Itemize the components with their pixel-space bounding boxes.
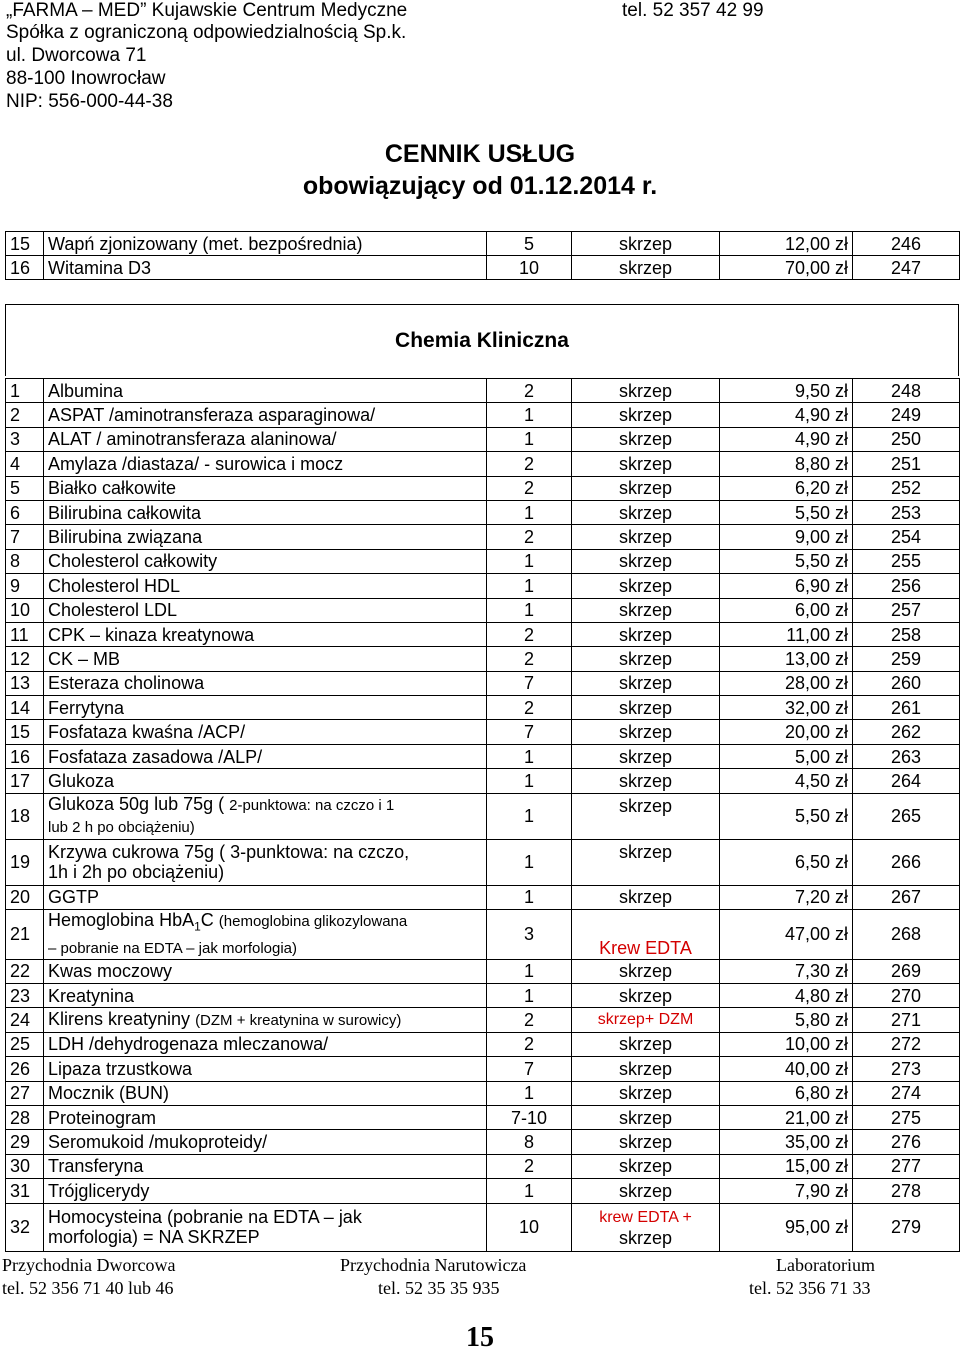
sample-material: Krew EDTA: [572, 910, 720, 960]
sample-material: skrzep: [572, 647, 720, 671]
service-code: 277: [853, 1154, 960, 1178]
table-row: [6, 910, 960, 960]
turnaround-days: 1: [487, 500, 572, 524]
turnaround-days: 1: [487, 793, 572, 839]
row-number: 13: [6, 671, 44, 695]
sample-material: skrzep: [572, 232, 720, 256]
turnaround-days: 7: [487, 1057, 572, 1081]
price: 35,00 zł: [720, 1130, 853, 1154]
price: 5,80 zł: [720, 1008, 853, 1032]
price: 95,00 zł: [720, 1203, 853, 1251]
turnaround-days: 1: [487, 403, 572, 427]
service-code: 255: [853, 549, 960, 573]
row-number: 32: [6, 1203, 44, 1251]
row-number: 15: [6, 720, 44, 744]
test-name: Kwas moczowy: [44, 959, 487, 983]
row-number: 16: [6, 744, 44, 768]
price: 5,50 zł: [720, 549, 853, 573]
table-row: [6, 1105, 960, 1129]
sample-material: skrzep: [572, 959, 720, 983]
service-code: 265: [853, 793, 960, 839]
test-name: Seromukoid /mukoproteidy/: [44, 1130, 487, 1154]
company-legal-form: Spółka z ograniczoną odpowiedzialnością Sp.k.: [6, 22, 407, 43]
test-name: Bilirubina związana: [44, 525, 487, 549]
footer-lab-name: Laboratorium: [776, 1255, 875, 1275]
table-row: [6, 769, 960, 793]
sample-material: skrzep: [572, 984, 720, 1008]
sample-material: skrzep: [572, 476, 720, 500]
test-name: CPK – kinaza kreatynowa: [44, 622, 487, 646]
test-name-part: 1h i 2h po obciążeniu): [48, 862, 225, 883]
service-code: 252: [853, 476, 960, 500]
table-row: [6, 696, 960, 720]
turnaround-days: 1: [487, 1179, 572, 1203]
test-name: Glukoza: [44, 769, 487, 793]
turnaround-days: 1: [487, 549, 572, 573]
sample-material: skrzep: [572, 525, 720, 549]
turnaround-days: 2: [487, 696, 572, 720]
service-code: 268: [853, 910, 960, 960]
price: 6,20 zł: [720, 476, 853, 500]
turnaround-days: 1: [487, 839, 572, 885]
test-name: [44, 1203, 487, 1251]
test-name-part: morfologia) = NA SKRZEP: [48, 1227, 260, 1248]
table-row: [6, 379, 960, 403]
price: 28,00 zł: [720, 671, 853, 695]
price: 32,00 zł: [720, 696, 853, 720]
row-number: 8: [6, 549, 44, 573]
test-name-note: – pobranie na EDTA – jak morfologia): [48, 939, 298, 957]
table-row: [6, 671, 960, 695]
table-row: [6, 959, 960, 983]
price: 47,00 zł: [720, 910, 853, 960]
turnaround-days: 3: [487, 910, 572, 960]
price: 4,50 zł: [720, 769, 853, 793]
turnaround-days: 1: [487, 427, 572, 451]
table-row: [6, 500, 960, 524]
service-code: 248: [853, 379, 960, 403]
table-row: [6, 598, 960, 622]
row-number: 30: [6, 1154, 44, 1178]
sample-material: skrzep: [572, 622, 720, 646]
row-number: 18: [6, 793, 44, 839]
sample-material: skrzep: [572, 427, 720, 451]
sample-material: skrzep: [572, 696, 720, 720]
row-number: 7: [6, 525, 44, 549]
sample-material: skrzep: [572, 598, 720, 622]
turnaround-days: 2: [487, 452, 572, 476]
price: 7,30 zł: [720, 959, 853, 983]
test-name: Amylaza /diastaza/ - surowica i mocz: [44, 452, 487, 476]
test-name: Cholesterol HDL: [44, 574, 487, 598]
price: 7,90 zł: [720, 1179, 853, 1203]
turnaround-days: 2: [487, 379, 572, 403]
price: 5,50 zł: [720, 793, 853, 839]
test-name: Witamina D3: [44, 256, 487, 280]
test-name-part: C: [200, 910, 219, 931]
sample-material: skrzep: [572, 452, 720, 476]
service-code: 250: [853, 427, 960, 451]
section-header: [5, 304, 959, 376]
row-number: 22: [6, 959, 44, 983]
row-number: 19: [6, 839, 44, 885]
service-code: 267: [853, 885, 960, 909]
row-number: 15: [6, 232, 44, 256]
row-number: 17: [6, 769, 44, 793]
sample-material: skrzep: [572, 885, 720, 909]
price: 6,00 zł: [720, 598, 853, 622]
turnaround-days: 1: [487, 959, 572, 983]
service-code: 259: [853, 647, 960, 671]
sample-material-part: skrzep: [618, 1228, 672, 1249]
row-number: 3: [6, 427, 44, 451]
table-row: [6, 647, 960, 671]
price: 10,00 zł: [720, 1032, 853, 1056]
service-code: 279: [853, 1203, 960, 1251]
test-name: Wapń zjonizowany (met. bezpośrednia): [44, 232, 487, 256]
company-street: ul. Dworcowa 71: [6, 45, 147, 66]
sample-material: skrzep: [572, 671, 720, 695]
turnaround-days: 2: [487, 1032, 572, 1056]
test-name-note: (hemoglobina glikozylowana: [218, 913, 408, 931]
table-row: [6, 885, 960, 909]
turnaround-days: 2: [487, 647, 572, 671]
table-row: [6, 427, 960, 451]
table-row: [6, 232, 960, 256]
company-city: 88-100 Inowrocław: [6, 68, 166, 89]
turnaround-days: 1: [487, 574, 572, 598]
sample-material: skrzep: [572, 839, 720, 885]
turnaround-days: 8: [487, 1130, 572, 1154]
table-row: [6, 839, 960, 885]
row-number: 11: [6, 622, 44, 646]
turnaround-days: 10: [487, 1203, 572, 1251]
row-number: 24: [6, 1008, 44, 1032]
turnaround-days: 1: [487, 598, 572, 622]
price: 21,00 zł: [720, 1105, 853, 1129]
table-row: [6, 984, 960, 1008]
sample-material: skrzep: [572, 379, 720, 403]
row-number: 6: [6, 500, 44, 524]
sample-material: skrzep: [572, 720, 720, 744]
row-number: 9: [6, 574, 44, 598]
page-number: 15: [466, 1322, 494, 1353]
sample-material: skrzep: [572, 1057, 720, 1081]
chemistry-price-table: [5, 378, 960, 1252]
test-name: Cholesterol LDL: [44, 598, 487, 622]
service-code: 276: [853, 1130, 960, 1154]
table-row: [6, 1154, 960, 1178]
test-name: Transferyna: [44, 1154, 487, 1178]
test-name-part: Glukoza 50g lub 75g (: [48, 794, 230, 815]
turnaround-days: 7: [487, 671, 572, 695]
test-name: CK – MB: [44, 647, 487, 671]
test-name: Proteinogram: [44, 1105, 487, 1129]
service-code: 257: [853, 598, 960, 622]
sample-material: [572, 1203, 720, 1251]
company-nip: NIP: 556-000-44-38: [6, 91, 173, 112]
footer-clinic-1-phone: tel. 52 356 71 40 lub 46: [2, 1278, 174, 1298]
test-name: Fosfataza zasadowa /ALP/: [44, 744, 487, 768]
row-number: 25: [6, 1032, 44, 1056]
service-code: 263: [853, 744, 960, 768]
test-name: Cholesterol całkowity: [44, 549, 487, 573]
service-code: 278: [853, 1179, 960, 1203]
service-code: 258: [853, 622, 960, 646]
company-name: „FARMA – MED” Kujawskie Centrum Medyczne: [6, 0, 408, 21]
company-phone: tel. 52 357 42 99: [622, 0, 764, 21]
test-name: GGTP: [44, 885, 487, 909]
price: 4,90 zł: [720, 403, 853, 427]
footer-clinic-2-name: Przychodnia Narutowicza: [340, 1255, 527, 1275]
sample-material: skrzep: [572, 403, 720, 427]
table-row: [6, 403, 960, 427]
test-name-part: Krzywa cukrowa 75g ( 3-punktowa: na czczo,: [48, 842, 410, 863]
service-code: 262: [853, 720, 960, 744]
service-code: 273: [853, 1057, 960, 1081]
test-name: [44, 839, 487, 885]
service-code: 274: [853, 1081, 960, 1105]
row-number: 4: [6, 452, 44, 476]
test-name: Trójglicerydy: [44, 1179, 487, 1203]
price: 70,00 zł: [720, 256, 853, 280]
sample-material: skrzep: [572, 256, 720, 280]
service-code: 260: [853, 671, 960, 695]
test-name: Kreatynina: [44, 984, 487, 1008]
sample-material: skrzep+ DZM: [572, 1008, 720, 1032]
sample-material: skrzep: [572, 1081, 720, 1105]
price: 5,50 zł: [720, 500, 853, 524]
test-name: LDH /dehydrogenaza mleczanowa/: [44, 1032, 487, 1056]
test-name: Esteraza cholinowa: [44, 671, 487, 695]
row-number: 26: [6, 1057, 44, 1081]
service-code: 246: [853, 232, 960, 256]
turnaround-days: 1: [487, 769, 572, 793]
sample-material: skrzep: [572, 1130, 720, 1154]
row-number: 12: [6, 647, 44, 671]
turnaround-days: 2: [487, 1008, 572, 1032]
service-code: 264: [853, 769, 960, 793]
service-code: 251: [853, 452, 960, 476]
row-number: 1: [6, 379, 44, 403]
table-row: [6, 1057, 960, 1081]
page-subtitle: obowiązujący od 01.12.2014 r.: [302, 172, 658, 200]
row-number: 20: [6, 885, 44, 909]
test-name: Ferrytyna: [44, 696, 487, 720]
sample-material: skrzep: [572, 769, 720, 793]
row-number: 2: [6, 403, 44, 427]
row-number: 28: [6, 1105, 44, 1129]
price: 9,00 zł: [720, 525, 853, 549]
test-name-note: lub 2 h po obciążeniu): [48, 819, 195, 837]
price: 5,00 zł: [720, 744, 853, 768]
row-number: 23: [6, 984, 44, 1008]
price: 4,90 zł: [720, 427, 853, 451]
table-row: [6, 1130, 960, 1154]
row-number: 27: [6, 1081, 44, 1105]
section-title: Chemia Kliniczna: [395, 329, 569, 352]
turnaround-days: 1: [487, 744, 572, 768]
row-number: 14: [6, 696, 44, 720]
test-name-note: (DZM + kreatynina w surowicy): [195, 1012, 402, 1030]
service-code: 254: [853, 525, 960, 549]
footer-clinic-2-phone: tel. 52 35 35 935: [378, 1278, 500, 1298]
table-row: [6, 574, 960, 598]
table-row: [6, 549, 960, 573]
turnaround-days: 2: [487, 1154, 572, 1178]
sample-material: skrzep: [572, 574, 720, 598]
turnaround-days: 1: [487, 1081, 572, 1105]
price: 13,00 zł: [720, 647, 853, 671]
service-code: 269: [853, 959, 960, 983]
turnaround-days: 2: [487, 476, 572, 500]
row-number: 21: [6, 910, 44, 960]
service-code: 247: [853, 256, 960, 280]
sample-material: skrzep: [572, 1154, 720, 1178]
page-title: CENNIK USŁUG: [384, 140, 576, 168]
test-name-part: Klirens kreatyniny: [48, 1009, 196, 1030]
price: 15,00 zł: [720, 1154, 853, 1178]
price: 7,20 zł: [720, 885, 853, 909]
table-row: [6, 793, 960, 839]
table-row: [6, 525, 960, 549]
price: 6,90 zł: [720, 574, 853, 598]
service-code: 253: [853, 500, 960, 524]
test-name-part: Homocysteina (pobranie na EDTA – jak: [48, 1207, 362, 1228]
price: 12,00 zł: [720, 232, 853, 256]
turnaround-days: 7: [487, 720, 572, 744]
service-code: 256: [853, 574, 960, 598]
turnaround-days: 1: [487, 885, 572, 909]
turnaround-days: 5: [487, 232, 572, 256]
test-name: [44, 1008, 487, 1032]
table-row: [6, 744, 960, 768]
sample-material-part: krew EDTA +: [599, 1209, 692, 1227]
turnaround-days: 1: [487, 984, 572, 1008]
test-name: ALAT / aminotransferaza alaninowa/: [44, 427, 487, 451]
price: 20,00 zł: [720, 720, 853, 744]
sample-material: skrzep: [572, 744, 720, 768]
test-name-note: 2-punktowa: na czczo i 1: [229, 797, 395, 815]
price: 6,50 zł: [720, 839, 853, 885]
turnaround-days: 2: [487, 622, 572, 646]
service-code: 266: [853, 839, 960, 885]
test-name: [44, 910, 487, 960]
turnaround-days: 7-10: [487, 1105, 572, 1129]
test-name-part: Hemoglobina HbA: [48, 910, 195, 931]
test-name: Bilirubina całkowita: [44, 500, 487, 524]
price: 40,00 zł: [720, 1057, 853, 1081]
service-code: 272: [853, 1032, 960, 1056]
footer-lab-phone: tel. 52 356 71 33: [749, 1278, 871, 1298]
price: 8,80 zł: [720, 452, 853, 476]
row-number: 5: [6, 476, 44, 500]
row-number: 10: [6, 598, 44, 622]
service-code: 261: [853, 696, 960, 720]
sample-material: skrzep: [572, 500, 720, 524]
table-row: [6, 1203, 960, 1251]
price: 9,50 zł: [720, 379, 853, 403]
service-code: 275: [853, 1105, 960, 1129]
price: 4,80 zł: [720, 984, 853, 1008]
sample-material: skrzep: [572, 793, 720, 839]
sample-material: skrzep: [572, 1105, 720, 1129]
test-name: ASPAT /aminotransferaza asparaginowa/: [44, 403, 487, 427]
table-row: [6, 476, 960, 500]
table-row: [6, 1008, 960, 1032]
table-row: [6, 1032, 960, 1056]
row-number: 29: [6, 1130, 44, 1154]
service-code: 249: [853, 403, 960, 427]
test-name: Lipaza trzustkowa: [44, 1057, 487, 1081]
table-row: [6, 720, 960, 744]
row-number: 31: [6, 1179, 44, 1203]
service-code: 271: [853, 1008, 960, 1032]
table-row: [6, 1179, 960, 1203]
table-row: [6, 256, 960, 280]
sample-material: skrzep: [572, 1032, 720, 1056]
sample-material: skrzep: [572, 549, 720, 573]
test-name: Albumina: [44, 379, 487, 403]
row-number: 16: [6, 256, 44, 280]
test-name: Mocznik (BUN): [44, 1081, 487, 1105]
price: 11,00 zł: [720, 622, 853, 646]
sample-material: skrzep: [572, 1179, 720, 1203]
table-row: [6, 452, 960, 476]
table-row: [6, 1081, 960, 1105]
test-name: Białko całkowite: [44, 476, 487, 500]
test-name: Fosfataza kwaśna /ACP/: [44, 720, 487, 744]
price: 6,80 zł: [720, 1081, 853, 1105]
footer-clinic-1-name: Przychodnia Dworcowa: [2, 1255, 176, 1275]
turnaround-days: 10: [487, 256, 572, 280]
test-name: [44, 793, 487, 839]
turnaround-days: 2: [487, 525, 572, 549]
table-row: [6, 622, 960, 646]
top-price-table: [5, 231, 960, 280]
test-name-subscript: 1: [194, 919, 201, 934]
service-code: 270: [853, 984, 960, 1008]
